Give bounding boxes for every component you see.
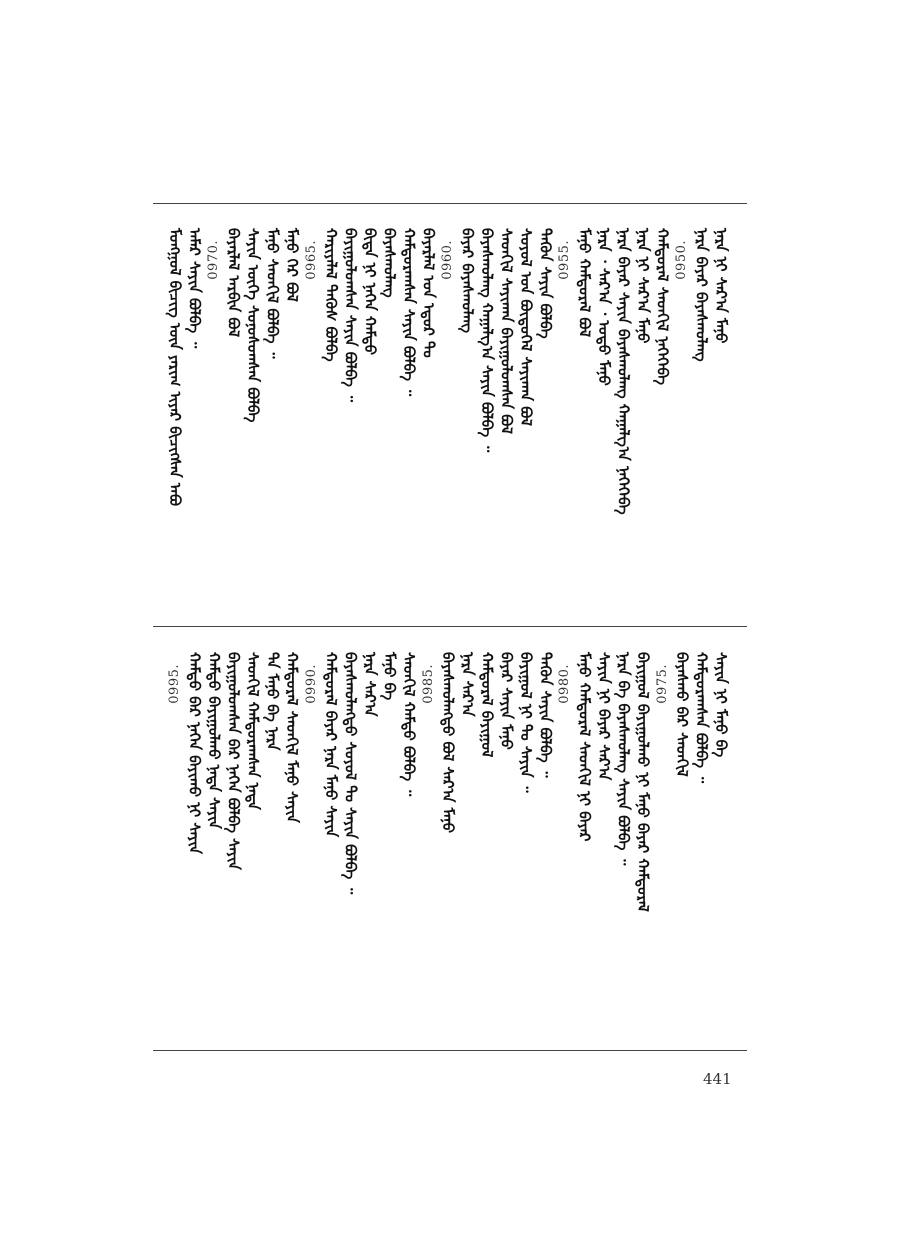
text-line: ᠬᠠᠮᠲᠤᠷᠠᠯ ᠪᠠᠶᠠᠷ ᠨᠠᠷᠠ ᠮᠠᠨᠤ ᠰᠠᠶᠢᠨ (322, 652, 340, 838)
text-line: ᠪᠠᠶᠠᠰᠬᠤ ᠪᠡᠷ ᠰᠡᠳᠬᠢᠯ (673, 652, 691, 777)
text-line: ᠨᠠᠷᠠ ᠪᠠᠶᠠᠷ ᠰᠠᠶᠢᠨ ᠪᠠᠶᠠᠰᠬᠤᠯᠠᠩ ᠬᠠᠭᠠᠯᠭ᠎ᠠ ᠨᠡᠭᠡᠭᠡᠪᠡ (614, 228, 633, 515)
text-line: ᠲᠡᠭᠦᠨ ᠰᠠᠶᠢᠨ ᠪᠣᠯᠪᠠ (536, 228, 555, 339)
text-line: ᠮᠠᠨᠤ ᠬᠠᠮᠲᠤᠷᠠᠯ ᠪᠣᠯ (575, 228, 594, 338)
text-line: ᠰᠡᠳᠬᠢᠯ ᠬᠠᠮᠲᠤ ᠪᠣᠯᠪᠠ ᠃ (400, 652, 418, 797)
text-line: ᠮᠠᠨᠤ ᠬᠠᠮᠲᠤᠷᠠᠯ ᠰᠡᠳᠬᠢᠯ ᠨᠢ ᠪᠠᠶᠠᠷ (575, 652, 594, 842)
verse-number: 0990. (303, 664, 319, 704)
text-line: ᠲᠠ ᠮᠠᠨᠤ ᠪᠠ ᠨᠠᠷᠠ (263, 652, 282, 751)
text-line: ᠨᠠᠷᠠ ᠨᠢ ᠰᠠᠷ᠎ᠠ ᠮᠠᠨᠤ (634, 228, 652, 344)
lower-section (153, 652, 747, 1032)
verse-number: 0975. (654, 664, 670, 704)
text-line: ᠬᠠᠮᠲᠤᠷᠠᠯ ᠪᠠᠶᠢᠭᠤᠯ (478, 652, 496, 758)
text-line: ᠮᠠᠨᠤ ᠰᠡᠳᠬᠢᠯ ᠪᠣᠯᠪᠠ ᠃ (263, 228, 282, 359)
verse-number: 0995. (167, 664, 182, 704)
text-line: ᠪᠠᠶᠠᠰᠬᠤᠯᠠᠩᠲᠤ ᠪᠣᠯ ᠰᠠᠷ᠎ᠠ ᠮᠠᠨᠤ (439, 652, 457, 834)
verse-number: 0970. (206, 240, 221, 280)
text-line: ᠪᠠᠶᠠᠷ ᠰᠠᠶᠢᠨ ᠮᠠᠨᠤ (497, 652, 516, 750)
text-line: ᠪᠠᠶᠠᠰᠬᠤᠯᠠᠩ ᠬᠠᠭᠠᠯᠭ᠎ᠠ ᠰᠠᠶᠢᠨ ᠪᠣᠯᠪᠠ ᠃ (478, 228, 496, 453)
text-line: ᠪᠠᠶᠢᠭᠤᠯ ᠪᠠᠶᠢᠭᠤᠯᠬᠤ ᠨᠢ ᠮᠠᠨᠤ ᠪᠠᠶᠠᠷ ᠬᠠᠮᠲᠤᠷᠠᠯ (634, 652, 652, 912)
text-line: ᠨᠠᠷᠠ ᠰᠠᠷ᠎ᠠ (361, 652, 379, 717)
verse-number: 0950. (674, 240, 689, 280)
text-line: ᠰᠣᠶᠣᠯ ᠤᠨ ᠪᠦᠲᠦᠭᠡᠯ ᠰᠠᠶᠢᠬᠠᠨ ᠪᠣᠯ (517, 228, 535, 426)
text-line: ᠬᠠᠮᠲᠤᠷᠠᠯ ᠰᠡᠳᠬᠢᠯ ᠮᠠᠨᠤ ᠰᠠᠶᠢᠨ (283, 652, 301, 823)
text-line: ᠬᠠᠮᠲᠤᠷᠠᠭᠰᠠᠨ ᠰᠠᠶᠢᠨ ᠪᠣᠯᠪᠠ ᠃ (400, 228, 418, 397)
text-line: ᠨᠠᠷᠠ ᠂ ᠰᠠᠷ᠎ᠠ ᠂ ᠣᠳᠤ ᠮᠠᠨᠤ (595, 228, 613, 386)
verse-number: 0955. (557, 240, 572, 280)
text-line: ᠬᠠᠮᠲᠤᠷᠠᠭᠰᠠᠨ ᠪᠣᠯᠪᠠ ᠃ (692, 652, 711, 784)
text-line: ᠪᠠᠶᠠᠷᠯᠠᠯ ᠤᠨ ᠡᠳᠦᠷ ᠲᠤ (419, 228, 438, 358)
text-line: ᠪᠠᠶᠢᠭᠤᠯᠤᠭᠰᠠᠨ ᠪᠡᠷ ᠨᠡᠭᠡᠨ ᠪᠣᠯᠪᠠ ᠰᠠᠶᠢᠨ (224, 652, 243, 870)
text-line: ᠨᠠᠷᠠ ᠰᠠᠷ᠎ᠠ (458, 652, 477, 717)
text-line: ᠪᠠᠶᠠᠷ ᠪᠠᠶᠠᠰᠬᠤᠯᠠᠩ (458, 228, 477, 333)
text-line: ᠰᠡᠳᠬᠢᠯ ᠰᠠᠶᠢᠬᠠᠨ ᠪᠠᠶᠢᠭᠤᠯᠤᠭᠰᠠᠨ ᠪᠣᠯ (497, 228, 516, 435)
text-line: ᠨᠠᠷᠠ ᠪᠠ ᠪᠠᠶᠠᠰᠬᠤᠯᠠᠩ ᠰᠠᠶᠢᠨ ᠪᠣᠯᠪᠠ ᠃ (614, 652, 633, 866)
text-line: ᠰᠠᠶᠢᠨ ᠨᠢ ᠪᠠᠶᠠᠷ ᠰᠠᠷ᠎ᠠ (595, 652, 613, 781)
text-line: ᠨᠠᠷᠠ ᠨᠢ ᠰᠠᠷ᠎ᠠ ᠮᠠᠨᠤ (712, 228, 730, 344)
text-line: ᠪᠠᠶᠠᠰᠬᠤᠯᠠᠩᠲᠤ ᠰᠣᠶᠣᠯ ᠲᠤ ᠰᠠᠶᠢᠨ ᠪᠣᠯᠪᠠ ᠃ (341, 652, 360, 895)
bottom-rule (153, 1050, 747, 1051)
top-rule (153, 203, 747, 204)
middle-rule (153, 626, 747, 627)
text-line: ᠬᠠᠮᠲᠤ ᠪᠠᠶᠢᠭᠤᠯᠬᠤ ᠨᠠᠳᠠ ᠰᠠᠶᠢᠨ (205, 652, 223, 829)
verse-number: 0980. (557, 664, 572, 704)
verse-number: 0960. (440, 240, 455, 280)
text-line: ᠬᠠᠷᠢᠶᠠᠯᠠᠯ ᠲᠡᠭᠦᠰ ᠪᠣᠯᠪᠠ (322, 228, 340, 362)
text-line: ᠰᠠᠶᠢᠨ ᠦᠭᠡ ᠰᠣᠨᠣᠰᠤᠭᠰᠠᠨ ᠪᠣᠯᠪᠠ (244, 228, 262, 423)
text-line: ᠲᠡᠭᠦᠨ ᠰᠠᠶᠢᠨ ᠪᠣᠯᠪᠠ ᠃ (536, 652, 555, 778)
verse-number: 0965. (303, 240, 319, 280)
upper-section (153, 228, 747, 608)
text-line: ᠪᠠᠶᠠᠰᠬᠤᠯᠠᠩ (380, 228, 399, 298)
verse-number: 0985. (420, 664, 436, 704)
text-line: ᠮᠣᠩᠭᠣᠯ ᠪᠢᠴᠢᠭ ᠦᠨ ᠶᠠᠷᠢᠭ ᠢᠶᠠᠷ ᠪᠢᠴᠢᠭᠰᠡᠨ ᠠᠪᠤ (166, 228, 184, 506)
text-line: ᠮᠠᠨᠤ ᠪᠠ (380, 652, 399, 701)
text-line: ᠬᠠᠮᠲᠤ ᠪᠡᠷ ᠨᠡᠭᠡᠨ ᠪᠠᠶᠢᠬᠤ ᠨᠢ ᠰᠠᠶᠢᠨ (185, 652, 204, 855)
text-line: ᠨᠠᠷᠠ ᠪᠠᠶᠠᠷ ᠪᠠᠶᠠᠰᠬᠤᠯᠠᠩ (692, 228, 711, 362)
text-line: ᠰᠠᠶᠢᠨ ᠨᠢ ᠮᠠᠨᠤ ᠪᠠ (712, 652, 730, 758)
text-line: ᠬᠠᠮᠲᠤᠷᠠᠯ ᠰᠡᠳᠬᠢᠯ ᠨᠡᠭᠡᠭᠡᠪᠡ (653, 228, 672, 385)
text-line: ᠪᠠᠶᠠᠷᠯᠠᠯ ᠠᠷᠪᠢᠨ ᠪᠣᠯ (224, 228, 243, 338)
page-number: 441 (703, 1070, 732, 1088)
text-line: ᠪᠠᠶᠢᠭᠤᠯ ᠨᠢ ᠲᠤ ᠰᠠᠶᠢᠨ ᠃ (517, 652, 535, 793)
text-line: ᠠᠮᠠᠷ ᠰᠠᠶᠢᠨ ᠪᠣᠯᠪᠠ ᠃ (185, 228, 204, 349)
text-line: ᠮᠠᠨᠤ ᠭᠡᠷ ᠪᠣᠯ (283, 228, 301, 302)
text-line: ᠪᠢᠳᠡ ᠨᠢ ᠨᠡᠭᠡᠨ ᠬᠠᠮᠲᠤ (361, 228, 379, 355)
text-line: ᠪᠠᠶᠢᠭᠤᠯᠤᠭᠰᠠᠨ ᠰᠠᠶᠢᠨ ᠪᠣᠯᠪᠠ ᠃ (341, 228, 360, 403)
text-line: ᠰᠡᠳᠬᠢᠯ ᠬᠠᠮᠲᠤᠷᠠᠭᠰᠠᠨ ᠨᠠᠳᠠ (244, 652, 262, 810)
